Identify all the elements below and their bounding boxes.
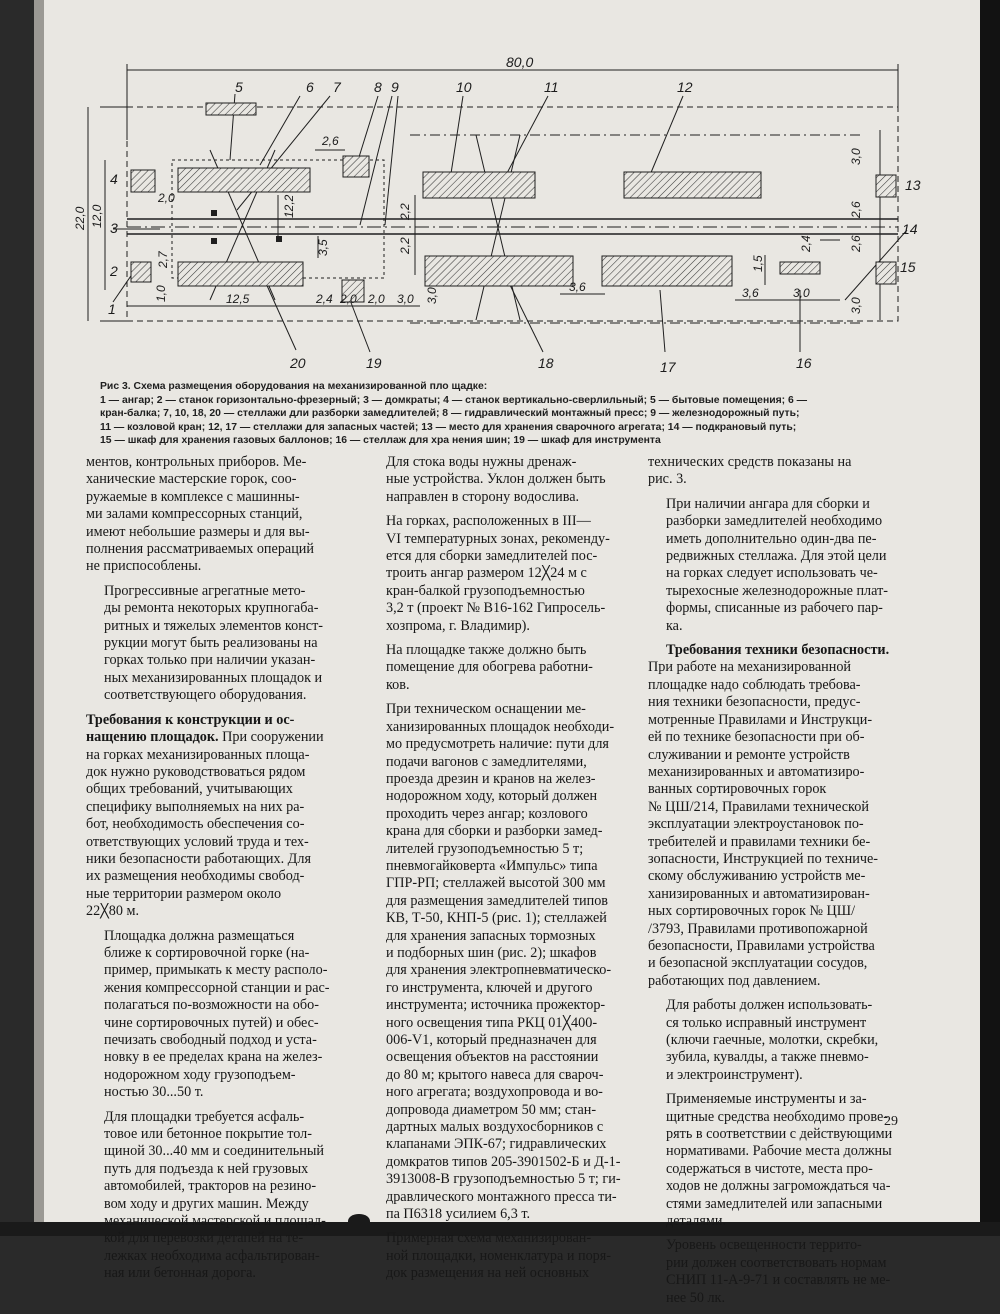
dim-2-7: 2,7 [156, 251, 170, 268]
fig-label-1: 1 [108, 301, 116, 317]
text-line: специфику выполняемых на них ра- [86, 798, 305, 815]
fig-label-13: 13 [905, 177, 921, 193]
text-line: подачи вагонов с замедлителями, [386, 753, 587, 770]
text-line: тырехосные железнодорожные плат- [666, 582, 888, 599]
dim-2-6b: 2,6 [849, 201, 863, 218]
fig-label-11: 11 [544, 79, 559, 95]
paragraph [648, 997, 906, 1084]
text-line: бот, необходимость обеспечения со- [86, 816, 305, 833]
text-line: технических средств показаны на [648, 454, 852, 470]
text-line: Прогрессивные агрегатные мето- [104, 582, 306, 599]
fig-label-16: 16 [796, 355, 812, 371]
text-line: № ЦШ/214, Правилами технической [648, 798, 869, 815]
text-line: При сооружении [218, 729, 324, 746]
text-line: ка. [666, 617, 683, 634]
text-line: док нужно руководствоваться рядом [86, 763, 306, 780]
text-line: ды ремонта некоторых крупногаба- [104, 600, 319, 617]
text-line: ных механизированных площадок и [104, 669, 323, 686]
text-line: ных сортировочных горок № ЦШ/ [648, 903, 856, 920]
text-line: нее 50 лк. [666, 1289, 725, 1306]
paragraph [648, 454, 906, 489]
text-line: зубила, кувалды, а также пневмо- [666, 1049, 869, 1066]
text-line: ханизированных площадок необходи- [386, 718, 615, 735]
text-line: пример, примыкать к месту располо- [104, 962, 328, 979]
dim-3-0e: 3,0 [849, 297, 863, 314]
page-number: 29 [884, 1114, 898, 1129]
text-line: При работе на механизированной [648, 659, 852, 676]
text-line: хозпрома, г. Владимир). [386, 617, 530, 634]
section-heading: нащению площадок. [86, 729, 219, 746]
text-line: кой для перевозки детапей на те- [104, 1230, 304, 1247]
text-line: (ключи гаечные, молотки, скребки, [666, 1032, 879, 1048]
text-line: горках только при наличии указан- [104, 652, 316, 669]
caption-line: 1 — ангар; 2 — станок горизонтально-фрезерный; 3 — домкраты; 4 — станок вертикально-сверлильный; 5 — бытовые помещения; 6 — [100, 394, 808, 406]
dim-3-5: 3,5 [316, 239, 330, 256]
text-line: рии должен соответствовать нормам [666, 1254, 887, 1271]
text-line: печизать свободный подход и уста- [104, 1032, 317, 1048]
dim-1-0: 1,0 [154, 285, 168, 302]
text-line: ные устройства. Уклон должен быть [386, 471, 606, 488]
text-line: эксплуатации электроустановок по- [648, 816, 864, 833]
text-line: дартных малых воздухосборников с [386, 1119, 604, 1136]
dim-2-0a: 2,0 [158, 191, 175, 205]
text-line: ники безопасности работающих. Для [86, 850, 311, 867]
text-line: зопасности, Инструкцией по техниче- [648, 850, 879, 867]
scan-artifact [348, 1214, 370, 1228]
text-line: на горках механизированных площа- [86, 746, 310, 763]
fig-label-9: 9 [391, 79, 399, 95]
text-line: VI температурных зонах, рекоменду- [386, 530, 610, 547]
fig-label-2: 2 [110, 263, 118, 279]
text-line: 3,2 т (проект № В16-162 Гипросель- [386, 600, 606, 617]
fig-label-12: 12 [677, 79, 693, 95]
paragraph [368, 701, 626, 1223]
fig-label-20: 20 [290, 355, 306, 371]
text-line: щитные средства необходимо прове- [666, 1108, 889, 1125]
dim-overall-length: 80,0 [506, 54, 534, 70]
fig-label-19: 19 [366, 355, 382, 371]
caption-line: 11 — козловой кран; 12, 17 — стеллажи для запасных частей; 13 — место для хранения сварочного агрегата; 14 — подкрановый путь; [100, 421, 797, 433]
dim-2-4b: 2,4 [799, 235, 813, 252]
paragraph [648, 642, 906, 990]
text-line: Примерная схема механизирован- [386, 1230, 592, 1247]
text-line: до 80 м; крытого навеса для свароч- [386, 1066, 604, 1083]
paragraph [368, 642, 626, 694]
text-line: чине сортировочных путей) и обес- [104, 1014, 319, 1031]
paragraph [86, 712, 348, 921]
paragraph [368, 454, 626, 506]
text-line: Применяемые инструменты и за- [666, 1091, 867, 1108]
dim-2-0b: 2,0 [340, 292, 357, 306]
text-line: клапанами ЭПК-67; гидравлических [386, 1136, 607, 1153]
text-line: механической мастерской и площад- [104, 1213, 326, 1230]
text-line: нормативами. Рабочие места должны [666, 1143, 892, 1160]
text-line: крана для сборки и разборки замед- [386, 823, 603, 840]
text-line: ная или бетонная дорога. [104, 1265, 256, 1282]
paragraph [86, 583, 348, 705]
paragraph [86, 1109, 348, 1283]
text-line: дравлического монтажного пресса ти- [386, 1188, 617, 1205]
text-line: ния техники безопасности, предус- [648, 694, 861, 711]
dim-2-4a: 2,4 [316, 292, 333, 306]
text-line: ми залами компрессорных станций, [86, 506, 303, 523]
dim-3-0a: 3,0 [397, 292, 414, 306]
text-line: направлен в сторону водослива. [386, 488, 580, 505]
section-heading: Требования техники безопасности. [666, 642, 890, 659]
dim-22: 22,0 [73, 206, 87, 230]
fig-label-10: 10 [456, 79, 472, 95]
text-line: щиной 30...40 мм и соединительный [104, 1143, 324, 1160]
text-line: проезда дрезин и кранов на желез- [386, 770, 596, 787]
text-line: и безопасной эксплуатации сосудов, [648, 955, 868, 972]
site-layout-figure [0, 0, 1000, 380]
text-line: ного освещения типа РКЦ 01╳400- [386, 1014, 598, 1031]
text-line: КВ, Т-50, КНП-5 (рис. 1); стеллажей [386, 910, 607, 927]
paragraph [648, 1091, 906, 1230]
text-line: па П6318 усилием 6,3 т. [386, 1206, 531, 1223]
text-line: Для работы должен использовать- [666, 997, 873, 1014]
text-line: путь для подъезда к ней грузовых [104, 1160, 309, 1177]
fig-label-7: 7 [333, 79, 341, 95]
fig-label-18: 18 [538, 355, 554, 371]
text-line: и электроинструмент). [666, 1066, 803, 1083]
text-line: жения компрессорной станции и рас- [104, 979, 330, 996]
text-line: товое или бетонное покрытие тол- [104, 1126, 312, 1143]
text-line: иметь дополнительно один-два пе- [666, 530, 877, 547]
fig-label-3: 3 [110, 220, 118, 236]
text-line: ся только исправный инструмент [666, 1014, 867, 1031]
caption-line: 15 — шкаф для хранения газовых баллонов; 16 — стеллаж для хра нения шин; 19 — шкаф для инструмента [100, 435, 661, 446]
fig-label-15: 15 [900, 259, 916, 275]
text-line: ного агрегата; воздухопровода и во- [386, 1084, 603, 1101]
caption-line: кран-балка; 7, 10, 18, 20 — стеллажи дли разборки замедлителей; 8 — гидравлический монтажный пресс; 9 — железнодорожный путь; [100, 408, 800, 419]
text-line: ГПР-РП; стеллажей высотой 300 мм [386, 875, 606, 892]
text-line: СНИП 11-А-9-71 и составлять не ме- [666, 1272, 891, 1289]
text-line: /3793, Правилами противопожарной [648, 920, 868, 937]
text-line: кран-балкой грузоподъемностью [386, 582, 585, 599]
text-line: безопасности, Правилами устройства [648, 937, 875, 954]
text-line: ванных сортировочных горок [648, 781, 827, 798]
dim-3-0b: 3,0 [425, 287, 439, 304]
text-line: ближе к сортировочной горке (на- [104, 944, 310, 961]
text-column-2 [368, 454, 626, 1290]
text-line: При техническом оснащении ме- [386, 701, 586, 718]
text-line: ные территории размером около [86, 885, 282, 902]
text-line: ной площадки, номенклатура и поря- [386, 1247, 612, 1264]
text-line: мо предусмотреть наличие: пути для [386, 736, 609, 753]
text-line: допровода диаметром 50 мм; стан- [386, 1101, 597, 1118]
text-line: 006-V1, который предназначен для [386, 1032, 597, 1048]
text-column-1 [86, 454, 348, 1290]
text-line: пневмогайковерта «Импульс» типа [386, 857, 598, 874]
text-line: 3913008-В грузоподъемностью 5 т; ги- [386, 1171, 621, 1188]
text-line: ходов не должны загромождаться ча- [666, 1178, 891, 1195]
text-line: работающих под давлением. [648, 972, 821, 989]
text-line: ностью 30...50 т. [104, 1084, 204, 1101]
text-line: новку в ее пределах крана на желез- [104, 1049, 323, 1066]
paragraph [86, 928, 348, 1102]
text-line: механизированных и автоматизиро- [648, 763, 865, 780]
text-line: ханические мастерские горок, соо- [86, 471, 297, 488]
fig-label-8: 8 [374, 79, 382, 95]
text-line: ханизированных и автоматизирован- [648, 885, 870, 902]
text-line: скому обслуживанию устройств ме- [648, 868, 866, 885]
paragraph [86, 454, 348, 576]
dim-3-6a: 3,6 [569, 280, 586, 294]
text-line: лежках необходима асфальтирован- [104, 1247, 320, 1264]
dim-12: 12,0 [90, 204, 104, 228]
dim-2-6a: 2,6 [322, 134, 339, 148]
figure-caption [100, 380, 900, 448]
caption-title: Рис 3. Схема размещения оборудования на механизированной пло щадке: [100, 381, 488, 392]
paragraph [368, 1230, 626, 1282]
text-line: При наличии ангара для сборки и [666, 495, 870, 512]
text-line: для размещения замедлителей типов [386, 892, 608, 909]
text-line: соответствующего оборудования. [104, 687, 307, 704]
text-line: освещения объектов на расстоянии [386, 1049, 599, 1066]
section-heading: Требования к конструкции и ос- [86, 711, 295, 728]
text-line: их размещения необходимы свобод- [86, 868, 305, 885]
text-line: полагаться по-возможности на обо- [104, 997, 319, 1014]
fig-label-6: 6 [306, 79, 314, 95]
text-line: Уровень освещенности террито- [666, 1237, 862, 1254]
fig-label-14: 14 [902, 221, 918, 237]
text-line: полнения рассматриваемых операций [86, 541, 314, 558]
dim-12-2: 12,2 [282, 194, 296, 218]
text-line: рукции могут быть реализованы на [104, 635, 318, 652]
text-line: и подборных шин (рис. 2); шкафов [386, 944, 597, 961]
text-line: троить ангар размером 12╳24 м с [386, 565, 587, 582]
dim-1-5: 1,5 [751, 255, 765, 272]
text-line: автомобилей, тракторов на резино- [104, 1178, 317, 1195]
text-line: содержаться в чистоте, места про- [666, 1160, 873, 1177]
text-line: формы, списанные из рабочего пар- [666, 600, 883, 617]
text-line: 22╳80 м. [86, 903, 139, 920]
dim-2-6c: 2,6 [849, 235, 863, 252]
text-line: на горках следует использовать че- [666, 565, 878, 582]
text-line: ритных и тяжелых элементов конст- [104, 617, 324, 634]
dim-2-2a: 2,2 [398, 203, 412, 220]
text-line: На площадке также должно быть [386, 642, 587, 659]
fig-label-4: 4 [110, 171, 118, 187]
text-line: ей по технике безопасности при об- [648, 729, 865, 746]
text-line: ружаемые в комплексе с машинны- [86, 488, 300, 505]
text-line: рять в соответствии с действующими [666, 1126, 893, 1143]
dim-3-0d: 3,0 [793, 286, 810, 300]
text-line: ков. [386, 676, 410, 693]
text-line: помещение для обогрева работни- [386, 659, 593, 676]
text-line: имеют небольшие размеры и для вы- [86, 523, 310, 540]
text-line: не приспособлены. [86, 558, 202, 575]
text-line: общих требований, учитывающих [86, 781, 293, 798]
text-line: нодорожном ходу, который должен [386, 788, 598, 805]
dim-2-0c: 2,0 [368, 292, 385, 306]
paragraph [648, 496, 906, 635]
paragraph [648, 1237, 906, 1307]
dim-3-0c: 3,0 [849, 148, 863, 165]
text-line: Площадка должна размещаться [104, 927, 295, 944]
dim-2-2b: 2,2 [398, 237, 412, 254]
text-line: нодорожном ходу грузоподъем- [104, 1066, 296, 1083]
text-line: служивании и ремонте устройств [648, 746, 850, 763]
text-line: ется для сборки замедлителей пос- [386, 548, 598, 565]
text-line: мотренные Правилами и Инструкци- [648, 711, 873, 728]
paragraph [368, 513, 626, 635]
text-line: док размещения на ней основных [386, 1265, 590, 1282]
text-line: стями замедлителей или запасными [666, 1195, 883, 1212]
text-line: требителей и правилами техники бе- [648, 833, 871, 850]
dim-12-5: 12,5 [226, 292, 250, 306]
text-line: рис. 3. [648, 471, 687, 488]
text-line: для хранения запасных тормозных [386, 927, 596, 944]
text-line: ответствующих условий труда и тех- [86, 833, 309, 850]
text-line: Для стока воды нужны дренаж- [386, 454, 577, 470]
text-line: разборки замедлителей необходимо [666, 513, 883, 530]
text-column-3 [648, 454, 906, 1314]
text-line: для хранения электропневматическо- [386, 962, 612, 979]
text-line: лителей грузоподъемностью 5 т; [386, 840, 584, 857]
text-line: инструмента; источника прожектор- [386, 997, 606, 1014]
dim-3-6b: 3,6 [742, 286, 759, 300]
text-line: вом ходу и других машин. Между [104, 1195, 309, 1212]
text-line: Для площадки требуется асфаль- [104, 1108, 305, 1125]
text-line: го инструмента, ключей и другого [386, 979, 593, 996]
text-line: домкратов типов 205-3901502-Б и Д-1- [386, 1153, 621, 1170]
text-line: проходить через ангар; козлового [386, 805, 588, 822]
text-line: ментов, контрольных приборов. Ме- [86, 454, 307, 470]
fig-label-17: 17 [660, 359, 676, 375]
fig-label-5: 5 [235, 79, 243, 95]
text-line: площадке надо соблюдать требова- [648, 676, 861, 693]
text-line: деталями. [666, 1213, 727, 1230]
text-line: редвижных стеллажа. Для этой цели [666, 548, 887, 565]
text-line: На горках, расположенных в III— [386, 513, 591, 530]
